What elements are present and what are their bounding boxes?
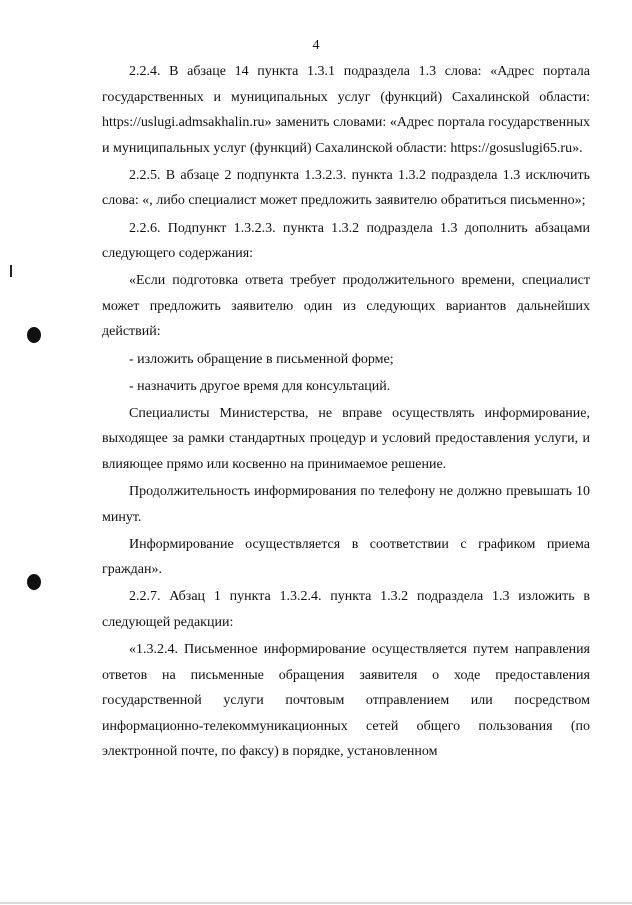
paragraph-1-3-2-4: «1.3.2.4. Письменное информирование осуществляется путем направления ответов на письменные обращения заявителя о ходе предоставления государственной услуги почтовым отправлением или посредством информационно-телекоммуникационных сетей общего пользования (по электронной почте, по факсу) в порядке, установленном — [102, 642, 590, 760]
paragraph-2-2-6: 2.2.6. Подпункт 1.3.2.3. пункта 1.3.2 подраздела 1.3 дополнить абзацами следующего содержания: — [102, 220, 590, 262]
scan-bottom-edge — [0, 902, 632, 904]
paragraph-2-2-4: 2.2.4. В абзаце 14 пункта 1.3.1 подраздела 1.3 слова: «Адрес портала государственных и муниципальных услуг (функций) Сахалинской области: https://uslugi.admsakhalin.ru» заменить словами: «Адрес портала государственных и муниципальных услуг (функций) Сахалинской области: https://gosuslugi65.ru». — [102, 64, 590, 156]
list-item: - назначить другое время для консультаций. — [129, 378, 391, 394]
document-body — [102, 59, 590, 767]
paragraph-specialists: Специалисты Министерства, не вправе осуществлять информирование, выходящее за рамки стандартных процедур и условий предоставления услуги, и влияющее прямо или косвенно на принимаемое решение. — [102, 405, 590, 472]
paragraph-2-2-7: 2.2.7. Абзац 1 пункта 1.3.2.4. пункта 1.3.2 подраздела 1.3 изложить в следующей редакции: — [102, 589, 590, 630]
paragraph-quote-intro: «Если подготовка ответа требует продолжительного времени, специалист может предложить заявителю один из следующих вариантов дальнейших действий: — [102, 273, 590, 340]
page-number: 4 — [312, 38, 320, 53]
paragraph-2-2-5: 2.2.5. В абзаце 2 подпункта 1.3.2.3. пункта 1.3.2 подраздела 1.3 исключить слова: «, либо специалист может предложить заявителю обратиться письменно»; — [102, 167, 590, 209]
punch-hole-mark — [27, 327, 41, 343]
paragraph-duration: Продолжительность информирования по телефону не должно превышать 10 минут. — [102, 484, 590, 525]
scan-speck — [10, 265, 12, 277]
list-item: - изложить обращение в письменной форме; — [129, 351, 394, 367]
paragraph-schedule: Информирование осуществляется в соответствии с графиком приема граждан». — [102, 536, 590, 578]
punch-hole-mark — [27, 574, 41, 590]
